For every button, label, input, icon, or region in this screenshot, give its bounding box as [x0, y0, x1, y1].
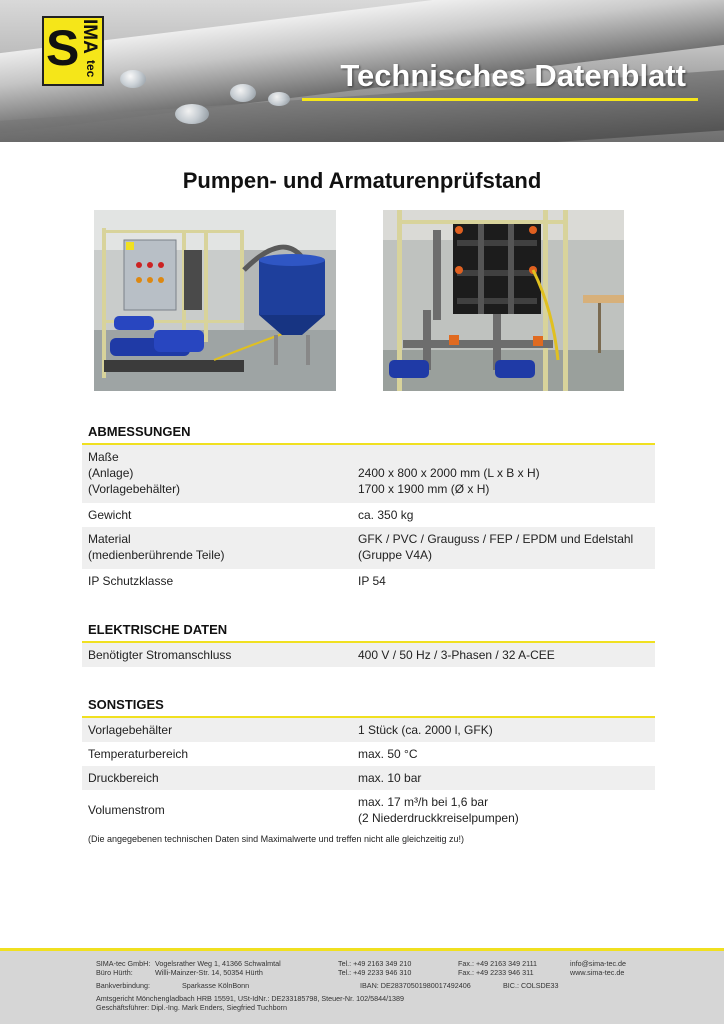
row-value: 400 V / 50 Hz / 3-Phasen / 32 A-CEE	[358, 648, 555, 662]
row-value: max. 10 bar	[358, 771, 422, 785]
logo-s: S	[46, 20, 80, 76]
row-label: Volumenstrom	[88, 803, 165, 817]
row-label: Druckbereich	[88, 771, 159, 785]
footer-office-label: Büro Hürth:	[96, 968, 133, 977]
footer-ceo: Geschäftsführer: Dipl.-Ing. Mark Enders, Siegfried Tuchborn	[96, 1003, 287, 1012]
footer-address-office: Willi-Mainzer-Str. 14, 50354 Hürth	[155, 968, 263, 977]
page-footer	[0, 948, 724, 1024]
footer-tel-office: Tel.: +49 2233 946 310	[338, 968, 412, 977]
disclaimer-note: (Die angegebenen technischen Daten sind Maximalwerte und treffen nicht alle gleichzeitig zu!)	[88, 834, 465, 844]
section-heading: SONSTIGES	[82, 697, 655, 718]
footer-bic: BIC.: COLSDE33	[503, 981, 559, 990]
logo-tec: tec	[84, 60, 98, 78]
footer-website[interactable]: www.sima-tec.de	[570, 968, 625, 977]
row-label: Vorlagebehälter	[88, 723, 173, 737]
label-line: (Vorlagebehälter)	[88, 482, 181, 496]
value-line: (2 Niederdruckkreiselpumpen)	[358, 811, 519, 825]
footer-company: SIMA-tec GmbH:	[96, 959, 151, 968]
row-label: Gewicht	[88, 508, 132, 522]
header-banner	[0, 0, 724, 142]
label-line: (medienberührende Teile)	[88, 548, 225, 562]
section-heading: ELEKTRISCHE DATEN	[82, 622, 655, 643]
label-line: (Anlage)	[88, 466, 134, 480]
row-label	[82, 527, 352, 569]
footer-iban: IBAN: DE28370501980017492406	[360, 981, 471, 990]
table-row	[82, 527, 655, 569]
row-label: Temperaturbereich	[88, 747, 189, 761]
row-value: 1 Stück (ca. 2000 l, GFK)	[358, 723, 493, 737]
table-row	[82, 718, 655, 742]
row-label: IP Schutzklasse	[88, 574, 174, 588]
label-line: Material	[88, 532, 131, 546]
section-elektrische-daten	[82, 622, 655, 667]
footer-bank: Sparkasse KölnBonn	[182, 981, 250, 990]
table-row	[82, 569, 655, 593]
footer-address-main: Vogelsrather Weg 1, 41366 Schwalmtal	[155, 959, 281, 968]
header-title: Technisches Datenblatt	[340, 58, 686, 93]
water-drop-icon	[230, 84, 256, 102]
test-stand-photo-left-image	[94, 210, 336, 391]
footer-court: Amtsgericht Mönchengladbach HRB 15591, USt-IdNr.: DE233185798, Steuer-Nr. 102/5844/1389	[96, 994, 405, 1003]
footer-email[interactable]: info@sima-tec.de	[570, 959, 627, 968]
row-value: ca. 350 kg	[358, 508, 414, 522]
section-sonstiges	[82, 697, 655, 830]
row-value	[352, 790, 655, 830]
section-heading: ABMESSUNGEN	[82, 424, 655, 445]
value-line: max. 17 m³/h bei 1,6 bar	[358, 795, 489, 809]
value-line: 1700 x 1900 mm (Ø x H)	[358, 482, 490, 496]
value-line: 2400 x 800 x 2000 mm (L x B x H)	[358, 466, 540, 480]
footer-fax-main: Fax.: +49 2163 349 2111	[458, 959, 538, 968]
row-value	[352, 527, 655, 569]
row-label: Benötigter Stromanschluss	[88, 648, 232, 662]
row-label	[82, 445, 352, 503]
test-stand-photo-right	[383, 210, 624, 391]
table-row	[82, 643, 655, 667]
label-line: Maße	[88, 450, 119, 464]
page-title: Pumpen- und Armaturenprüfstand	[182, 168, 542, 193]
row-value: max. 50 °C	[358, 747, 418, 761]
water-drop-icon	[175, 104, 209, 124]
footer-tel-main: Tel.: +49 2163 349 210	[338, 959, 412, 968]
footer-bank-label: Bankverbindung:	[96, 981, 150, 990]
table-row	[82, 445, 655, 503]
table-row	[82, 503, 655, 527]
sima-tec-logo	[42, 16, 104, 86]
water-drop-icon	[268, 92, 290, 106]
table-row	[82, 790, 655, 830]
row-value: IP 54	[358, 574, 386, 588]
table-row	[82, 742, 655, 766]
value-line	[358, 449, 649, 465]
footer-fax-office: Fax.: +49 2233 946 311	[458, 968, 534, 977]
test-stand-photo-left	[94, 210, 336, 391]
value-line: (Gruppe V4A)	[358, 548, 433, 562]
logo-ima: IMA	[79, 19, 100, 54]
table-row	[82, 766, 655, 790]
header-accent-line	[302, 98, 698, 101]
section-abmessungen	[82, 424, 655, 593]
test-stand-photo-right-image	[383, 210, 624, 391]
water-drop-icon	[120, 70, 146, 88]
value-line: GFK / PVC / Grauguss / FEP / EPDM und Edelstahl	[358, 532, 634, 546]
row-value	[352, 445, 655, 503]
